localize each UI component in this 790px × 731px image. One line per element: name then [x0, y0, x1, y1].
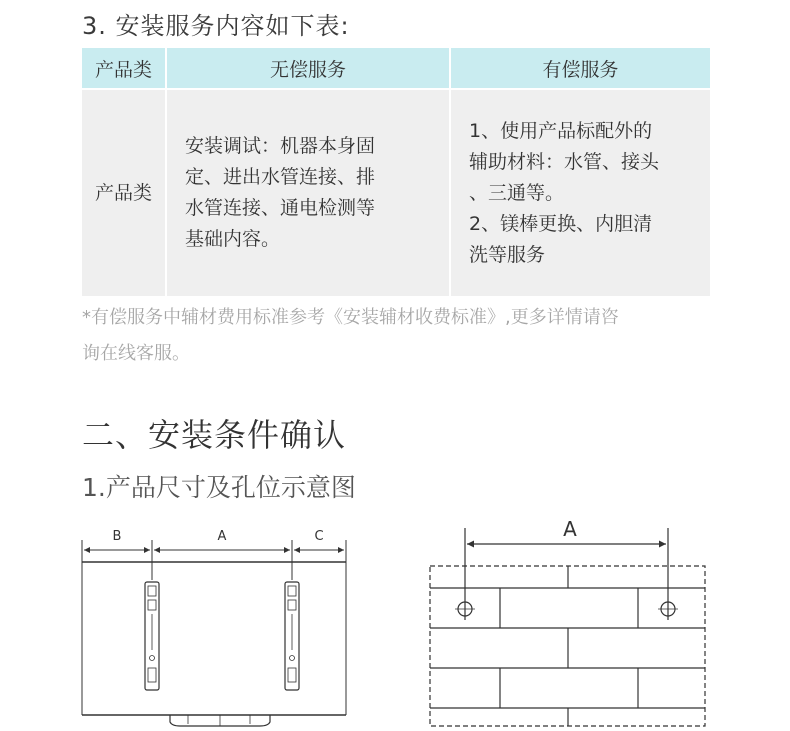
header-free-service: 无偿服务: [166, 48, 450, 89]
label-a-left: A: [217, 529, 227, 544]
footnote-line: 询在线客服。: [82, 343, 190, 364]
free-line: 水管连接、通电检测等: [185, 197, 376, 219]
header-paid-service: 有偿服务: [450, 48, 710, 89]
paid-line: 辅助材料：水管、接头: [469, 150, 660, 173]
header-category: 产品类: [82, 48, 166, 89]
wall-brick-diagram: [430, 528, 705, 726]
table-row: [82, 89, 710, 296]
free-service-cell: [166, 89, 450, 296]
heading-install-conditions: 二、安装条件确认: [82, 416, 347, 454]
free-line: 定、进出水管连接、排: [185, 166, 376, 188]
label-b: B: [112, 529, 122, 544]
paid-line: 1、使用产品标配外的: [469, 119, 653, 142]
heading-size-diagram: 1.产品尺寸及孔位示意图: [82, 473, 356, 502]
footnote: [82, 300, 722, 372]
label-a-right: A: [563, 517, 577, 541]
row-category: 产品类: [82, 89, 166, 296]
free-line: 安装调试：机器本身固: [185, 135, 376, 157]
free-line: 基础内容。: [185, 228, 281, 250]
paid-service-cell: [450, 89, 710, 296]
paid-line: 洗等服务: [469, 243, 546, 266]
paid-line: 2、镁棒更换、内胆清: [469, 212, 653, 235]
installation-diagram: [0, 510, 790, 731]
label-c: C: [314, 529, 324, 544]
paid-line: 、三通等。: [469, 181, 565, 204]
table-header-row: [82, 48, 710, 89]
service-table: [82, 48, 710, 296]
section-title: 3. 安装服务内容如下表:: [82, 12, 350, 40]
heater-front-view: [82, 540, 346, 726]
footnote-line: *有偿服务中辅材费用标准参考《安装辅材收费标准》,更多详情请咨: [82, 307, 619, 328]
